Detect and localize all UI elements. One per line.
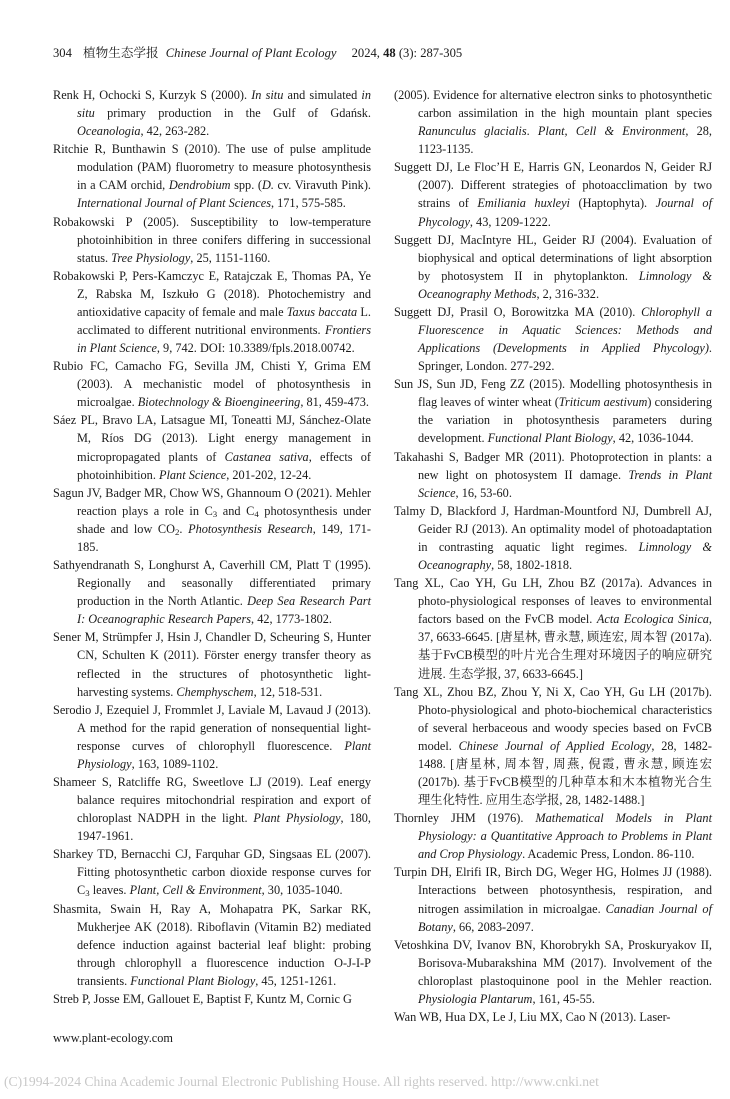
reference-text: Sharkey TD, Bernacchi CJ, Farquhar GD, Singsaas EL (2007). Fitting photosynthetic carbon dioxide response curves for C (53, 847, 371, 898)
reference-text: Suggett DJ, Prasil O, Borowitzka MA (2010). (394, 304, 642, 319)
reference-column-right (394, 86, 712, 1026)
reference-entry (394, 158, 712, 230)
reference-text: , 37, 6633-6645. [唐星林, 曹永慧, 顾连宏, 周本智 (2017a). 基于FvCB模型的叶片光合生理对环境因子的响应研究进展. 生态学报, 37, 6633-6645.] (418, 612, 712, 681)
reference-text: , 16, 53-60. (455, 485, 512, 500)
reference-text: , 12, 518-531. (253, 684, 323, 699)
reference-italic-text: Plant Science (158, 467, 227, 482)
reference-italic-text: Acta Ecologica Sinica (596, 612, 709, 627)
reference-text: , 161, 45-55. (532, 991, 595, 1006)
reference-text: Sathyendranath S, Longhurst A, Caverhill CM, Platt T (1995). Regionally and seasonally differentiated primary production in the North Atlantic. (53, 558, 371, 609)
reference-italic-text: D. (261, 178, 274, 193)
reference-text: Takahashi S, Badger MR (2011). Photoprotection in plants: a new light on photosystem II damage. (394, 449, 712, 482)
reference-entry (53, 990, 371, 1008)
reference-entry (53, 556, 371, 628)
reference-text: . Academic Press, London. 86-110. (522, 847, 695, 862)
reference-text: , 42, 263-282. (140, 124, 210, 139)
reference-text: , 201-202, 12-24. (226, 467, 312, 482)
journal-year: 2024, (351, 46, 380, 60)
reference-entry (394, 863, 712, 935)
reference-italic-text: Trends in Plant Science (418, 467, 712, 500)
reference-text: Suggett DJ, MacIntyre HL, Geider RJ (2004). Evaluation of biophysical and optical determinations of light absorption by photosystem II in phytoplankton. (394, 232, 712, 283)
reference-entry (394, 809, 712, 863)
reference-entry (394, 936, 712, 1008)
reference-text: Streb P, Josse EM, Gallouet E, Baptist F, Kuntz M, Cornic G (53, 991, 352, 1006)
reference-text: , 42, 1036-1044. (612, 431, 694, 446)
reference-text: , 180, 1947-1961. (77, 811, 371, 844)
reference-italic-text: Functional Plant Biology (130, 973, 256, 988)
reference-entry (394, 574, 712, 682)
reference-italic-text: Emiliania huxleyi (477, 196, 570, 211)
reference-text: . Springer, London. 277-292. (418, 341, 712, 374)
reference-italic-text: Tree Physiology (111, 250, 191, 265)
reference-text: cv. Viravuth Pink). (273, 178, 371, 193)
reference-entry (53, 86, 371, 140)
reference-text: , 28, 1482-1488. [唐星林, 周本智, 周燕, 倪霞, 曹永慧, 顾连宏 (2017b). 基于FvCB模型的几种草本和木本植物光合生理生化特性. 应用生态学报, 28, 1482-1488.] (418, 738, 713, 808)
reference-entry (53, 845, 371, 899)
reference-text: , 9, 742. DOI: 10.3389/fpls.2018.00742. (156, 341, 355, 356)
reference-italic-text: Castanea sativa (224, 449, 309, 464)
reference-italic-text: Physiologia Plantarum (418, 991, 533, 1006)
reference-italic-text: Functional Plant Biology (487, 431, 613, 446)
reference-entry (53, 357, 371, 411)
reference-text: , 28, 1123-1135. (418, 124, 712, 157)
reference-italic-text: Photosynthesis Research (188, 521, 313, 536)
journal-issue-pages: (3): 287-305 (398, 46, 463, 60)
reference-subscript: 3 (85, 888, 90, 899)
copyright-watermark: (C)1994-2024 China Academic Journal Electronic Publishing House. All rights reserved. http://www.cnki.net (4, 1074, 599, 1089)
reference-text: . (179, 521, 189, 536)
reference-text: , 66, 2083-2097. (452, 919, 534, 934)
reference-text: primary production in the Gulf of Gdańsk. (94, 106, 371, 121)
reference-entry (53, 140, 371, 212)
journal-volume: 48 (383, 46, 396, 60)
reference-text: , 149, 171-185. (77, 521, 371, 554)
reference-subscript: 4 (254, 509, 259, 519)
reference-entry (53, 773, 371, 845)
reference-italic-text: Canadian Journal of Botany (418, 901, 712, 934)
journal-title-cn: 植物生态学报 (83, 46, 159, 60)
reference-italic-text: Frontiers in Plant Science (77, 323, 371, 356)
reference-italic-text: Limnology & Oceanography Methods (418, 268, 712, 301)
reference-text: and C (217, 503, 255, 518)
reference-text: , 45, 1251-1261. (255, 973, 337, 988)
reference-italic-text: Chlorophyll a Fluorescence in Aquatic Sciences: Methods and Applications (Developments in Applied Phycology) (418, 304, 712, 356)
reference-entry (394, 683, 712, 810)
reference-text: Rubio FC, Camacho FG, Sevilla JM, Chisti Y, Grima EM (2003). A mechanistic model of photosynthesis in microalgae. (53, 359, 371, 410)
reference-text: , 25, 1151-1160. (190, 250, 271, 265)
reference-text: Wan WB, Hua DX, Le J, Liu MX, Cao N (2013). Laser- (394, 1009, 671, 1024)
reference-italic-text: In situ (251, 88, 284, 102)
reference-italic-text: Oceanologia (77, 124, 141, 139)
reference-italic-text: Plant Physiology (253, 811, 341, 826)
reference-entry (394, 375, 712, 447)
reference-text: leaves. (89, 883, 130, 898)
reference-column-left (53, 86, 371, 1008)
reference-italic-text: Plant Physiology (77, 738, 371, 771)
reference-italic-text: Dendrobium (168, 178, 231, 193)
reference-text: ) considering the variation in photosynthesis parameters during development. (418, 395, 712, 446)
reference-entry (394, 303, 712, 375)
reference-text: . (526, 124, 538, 139)
reference-entry (394, 231, 712, 303)
reference-italic-text: International Journal of Plant Sciences (77, 196, 271, 211)
reference-text: , 2, 316-332. (536, 286, 600, 301)
reference-text: Suggett DJ, Le Floc’H E, Harris GN, Leonardos N, Geider RJ (2007). Different strategies of photoacclimation by two strains of (394, 160, 712, 211)
reference-italic-text: Plant, Cell & Environment (129, 883, 262, 898)
reference-text: Tang XL, Cao YH, Gu LH, Zhou BZ (2017a). Advances in photo-physiological responses of leaves to environmental factors based on the FvCB model. (394, 576, 712, 627)
reference-italic-text: Chemphyschem (176, 684, 254, 699)
reference-text: , 171, 575-585. (270, 196, 346, 211)
reference-text: spp. ( (230, 178, 262, 193)
reference-entry (53, 628, 371, 700)
reference-text: and simulated (283, 88, 362, 102)
reference-text: , 30, 1035-1040. (261, 883, 343, 898)
reference-italic-text: Triticum aestivum (558, 395, 648, 410)
reference-italic-text: Taxus baccata (286, 304, 358, 319)
reference-entry (394, 502, 712, 574)
reference-italic-text: Ranunculus glacialis (418, 124, 527, 139)
reference-italic-text: Plant, Cell & Environment (537, 124, 686, 139)
reference-italic-text: in situ (77, 88, 371, 121)
reference-text: Shameer S, Ratcliffe RG, Sweetlove LJ (2019). Leaf energy balance requires mitochondrial respiration and export of chloroplast NADPH in the light. (53, 774, 371, 826)
reference-text: , 58, 1802-1818. (491, 558, 573, 573)
reference-entry (394, 86, 712, 158)
reference-text: Vetoshkina DV, Ivanov BN, Khorobrykh SA, Proskuryakov II, Borisova-Mubarakshina MM (2017). Involvement of the chloroplast plastoquinone pool in the Mehler reaction. (394, 937, 712, 988)
reference-text: Robakowski P (2005). Susceptibility to low-temperature photoinhibition in three conifers differing in successional status. (53, 214, 371, 265)
footer-url[interactable]: www.plant-ecology.com (53, 1031, 173, 1045)
reference-italic-text: Chinese Journal of Applied Ecology (458, 738, 652, 753)
reference-text: Tang XL, Zhou BZ, Zhou Y, Ni X, Cao YH, Gu LH (2017b). Photo-physiological and photo-biochemical characteristics of several herbaceous and woody species based on FvCB model. (394, 684, 712, 753)
reference-text: , 163, 1089-1102. (131, 756, 219, 771)
reference-entry (53, 484, 371, 556)
reference-entry (53, 900, 371, 990)
reference-text: Ritchie R, Bunthawin S (2010). The use of pulse amplitude modulation (PAM) fluorometry to measure photosynthesis in a CAM orchid, (53, 142, 371, 193)
reference-text: (Haptophyta). (569, 196, 656, 211)
reference-entry (394, 448, 712, 502)
reference-text: , effects of photoinhibition. (77, 449, 372, 482)
reference-text: photosynthesis under shade and low CO (77, 503, 371, 536)
reference-text: Robakowski P, Pers-Kamczyc E, Ratajczak E, Thomas PA, Ye Z, Rabska M, Iszkuło G (2018). Photochemistry and antioxidative capacity of female and male (53, 268, 371, 319)
reference-italic-text: Limnology & Oceanography (418, 539, 712, 573)
reference-text: (2005). Evidence for alternative electron sinks to photosynthetic carbon assimilation in the high mountain plant species (394, 88, 712, 121)
reference-text: Sagun JV, Badger MR, Chow WS, Ghannoum O (2021). Mehler reaction plays a role in C (53, 485, 371, 518)
reference-entry (53, 411, 371, 483)
reference-text: Sáez PL, Bravo LA, Latsague MI, Toneatti MJ, Sánchez-Olate M, Ríos DG (2013). Light energy management in micropropagated plants of (53, 413, 371, 464)
reference-subscript: 3 (212, 509, 218, 519)
reference-italic-text: Biotechnology & Bioengineering (137, 395, 301, 410)
reference-text: Turpin DH, Elrifi IR, Birch DG, Weger HG, Holmes JJ (1988). Interactions between photosynthesis, respiration, and nitrogen assimilation in microalgae. (394, 865, 712, 916)
reference-text: Serodio J, Ezequiel J, Frommlet J, Laviale M, Lavaud J (2013). A method for the rapid generation of nonsequential light-response curves of chlorophyll fluorescence. (53, 702, 371, 753)
reference-italic-text: Journal of Phycology (418, 196, 712, 229)
reference-entry (394, 1008, 712, 1026)
reference-entry (53, 267, 371, 357)
page-number: 304 (53, 46, 72, 60)
journal-title-en: Chinese Journal of Plant Ecology (165, 46, 337, 60)
reference-italic-text: Mathematical Models in Plant Physiology: a Quantitative Approach to Problems in Plant and Crop Physiology (418, 811, 712, 862)
reference-entry (53, 701, 371, 773)
reference-text: Sun JS, Sun JD, Feng ZZ (2015). Modelling photosynthesis in flag leaves of winter wheat ( (394, 377, 712, 410)
running-header (53, 42, 462, 61)
reference-text: L. acclimated to different nutritional environments. (77, 304, 371, 338)
reference-text: Thornley JHM (1976). (394, 811, 536, 826)
reference-subscript: 2 (174, 527, 180, 538)
reference-entry (53, 213, 371, 267)
reference-text: , 81, 459-473. (300, 395, 369, 410)
reference-text: Talmy D, Blackford J, Hardman-Mountford NJ, Dumbrell AJ, Geider RJ (2013). An optimality model of photoadaptation in contrasting aquatic light regimes. (394, 503, 712, 554)
reference-text: Renk H, Ochocki S, Kurzyk S (2000). (53, 88, 252, 102)
reference-italic-text: Deep Sea Research Part I: Oceanographic Research Papers (77, 594, 371, 627)
reference-text: Sener M, Strümpfer J, Hsin J, Chandler D, Scheuring S, Hunter CN, Schulten K (2011). Förster energy transfer theory as reflected in the structures of photosynthetic light-harvesting systems. (53, 630, 371, 699)
reference-text: , 42, 1773-1802. (251, 612, 332, 627)
reference-text: , 43, 1209-1222. (469, 214, 551, 229)
reference-text: Shasmita, Swain H, Ray A, Mohapatra PK, Sarkar RK, Mukherjee AK (2018). Riboflavin (Vitamin B2) mediated defence induction against bacterial leaf blight: probing through chlorophyll a fluorescence induction O-J-I-P transients. (53, 901, 371, 988)
